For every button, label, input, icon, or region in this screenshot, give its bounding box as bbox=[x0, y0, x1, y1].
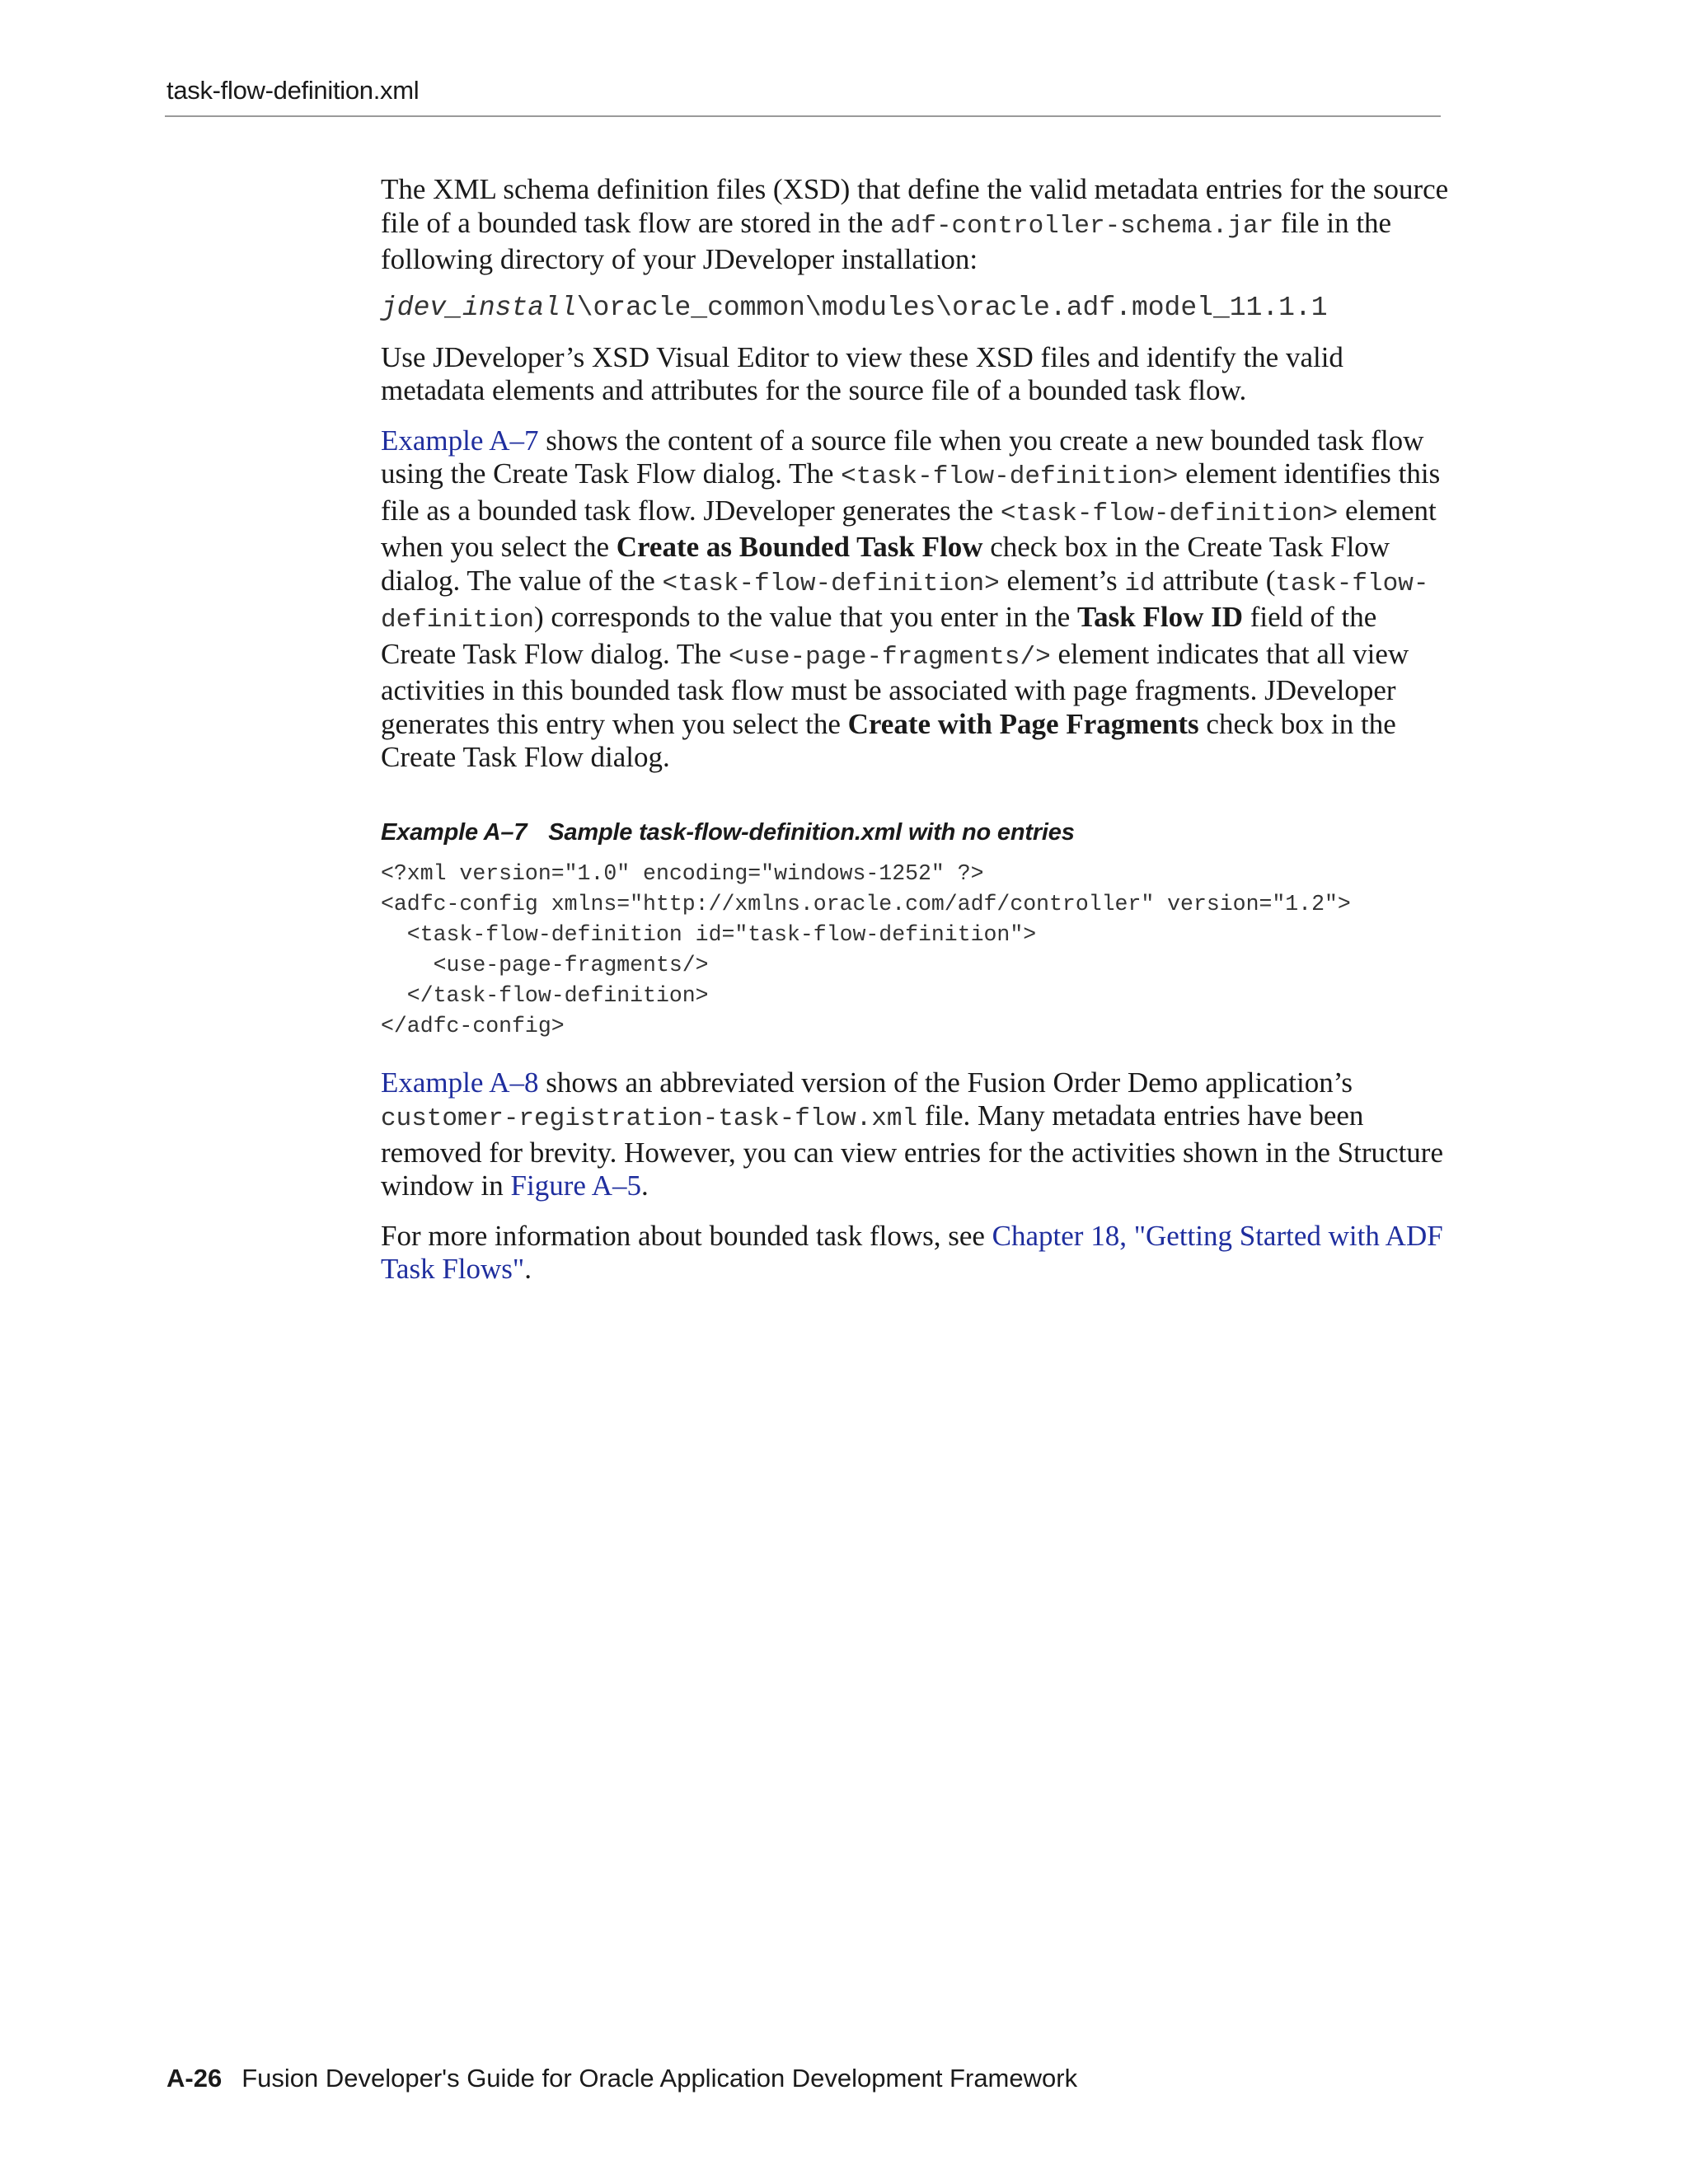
link-figure-a5[interactable]: Figure A–5 bbox=[510, 1169, 641, 1202]
paragraph-xsd-editor: Use JDeveloper’s XSD Visual Editor to view these XSD files and identify the valid metadata elements and attributes for the source file of a bounded task flow. bbox=[381, 340, 1343, 406]
text-run: check box in the Create Task Flow dialog. bbox=[381, 707, 1396, 773]
inline-code: <task-flow-definition> bbox=[841, 462, 1179, 491]
page-number: A-26 bbox=[166, 2064, 223, 2093]
code-sample: <?xml version="1.0" encoding="windows-1252" ?> <adfc-config xmlns="http://xmlns.oracle.com/adf/controller" version="1.2"> <task-flow-definition id="task-flow-definition"> <use-page-fragments/> </task-flow-definition> </adfc-config> bbox=[381, 860, 1351, 1038]
text-run: check box in the Create Task Flow dialog. The value of the bbox=[381, 531, 1390, 597]
example-caption bbox=[381, 818, 1452, 847]
inline-code: task-flow-definition bbox=[381, 569, 1429, 635]
paragraph-more-info bbox=[381, 1220, 1452, 1286]
bold-ui-label: Create with Page Fragments bbox=[847, 707, 1199, 740]
text-run: file in the following directory of your JDeveloper installation: bbox=[381, 206, 1392, 275]
paragraph-example-a8 bbox=[381, 1066, 1452, 1203]
text-run: element’s bbox=[999, 564, 1125, 597]
inline-code: <task-flow-definition> bbox=[662, 569, 1000, 598]
inline-code: <task-flow-definition> bbox=[1000, 499, 1339, 528]
link-example-a7[interactable]: Example A–7 bbox=[381, 424, 539, 457]
text-run: ) corresponds to the value that you enter in the bbox=[534, 601, 1077, 633]
inline-code-jar: adf-controller-schema.jar bbox=[890, 211, 1274, 241]
text-run: element indicates that all view activities in this bounded task flow must be associated with page fragments. JDeveloper generates this entry when you select the bbox=[381, 637, 1409, 740]
text-run: field of the Create Task Flow dialog. The bbox=[381, 601, 1377, 670]
path-variable: jdev_install bbox=[381, 292, 577, 323]
bold-ui-label: Create as Bounded Task Flow bbox=[616, 531, 983, 563]
example-title: Sample task-flow-definition.xml with no entries bbox=[548, 818, 1075, 846]
inline-code: <use-page-fragments/> bbox=[729, 642, 1051, 672]
inline-code: id bbox=[1124, 569, 1156, 598]
install-path bbox=[381, 292, 1452, 325]
text-run: The XML schema definition files (XSD) that define the valid metadata entries for the source file of a bounded task flow are stored in the bbox=[381, 173, 1449, 239]
paragraph-task-flow-definition bbox=[381, 424, 1452, 775]
inline-code-filename: customer-registration-task-flow.xml bbox=[381, 1104, 918, 1133]
path-rest: \oracle_common\modules\oracle.adf.model_11.1.1 bbox=[576, 292, 1328, 323]
bold-ui-label: Task Flow ID bbox=[1077, 601, 1243, 633]
text-run: . bbox=[640, 1169, 649, 1202]
paragraph-xsd-location bbox=[381, 173, 1452, 277]
text-run: attribute ( bbox=[1155, 564, 1276, 597]
link-example-a8[interactable]: Example A–8 bbox=[381, 1066, 539, 1099]
text-run: shows an abbreviated version of the Fusion Order Demo application’s bbox=[538, 1066, 1353, 1099]
text-run: element identifies this file as a bounded task flow. JDeveloper generates the bbox=[381, 457, 1441, 527]
page-body bbox=[381, 173, 1452, 1286]
link-chapter-18[interactable]: Chapter 18, "Getting Started with ADF Task Flows" bbox=[381, 1219, 1443, 1285]
text-run: shows the content of a source file when you create a new bounded task flow using the Create Task Flow dialog. The bbox=[381, 424, 1424, 490]
header-divider bbox=[165, 115, 1441, 117]
text-run: For more information about bounded task flows, see bbox=[381, 1219, 992, 1252]
text-run: . bbox=[524, 1253, 532, 1285]
text-run: file. Many metadata entries have been removed for brevity. However, you can view entries for the activities shown in the Structure window in bbox=[381, 1099, 1443, 1202]
running-header-title: task-flow-definition.xml bbox=[166, 76, 420, 105]
page-footer bbox=[166, 2064, 1077, 2093]
text-run: element when you select the bbox=[381, 494, 1437, 563]
book-title: Fusion Developer's Guide for Oracle Application Development Framework bbox=[241, 2064, 1078, 2093]
example-number: Example A–7 bbox=[381, 818, 528, 846]
